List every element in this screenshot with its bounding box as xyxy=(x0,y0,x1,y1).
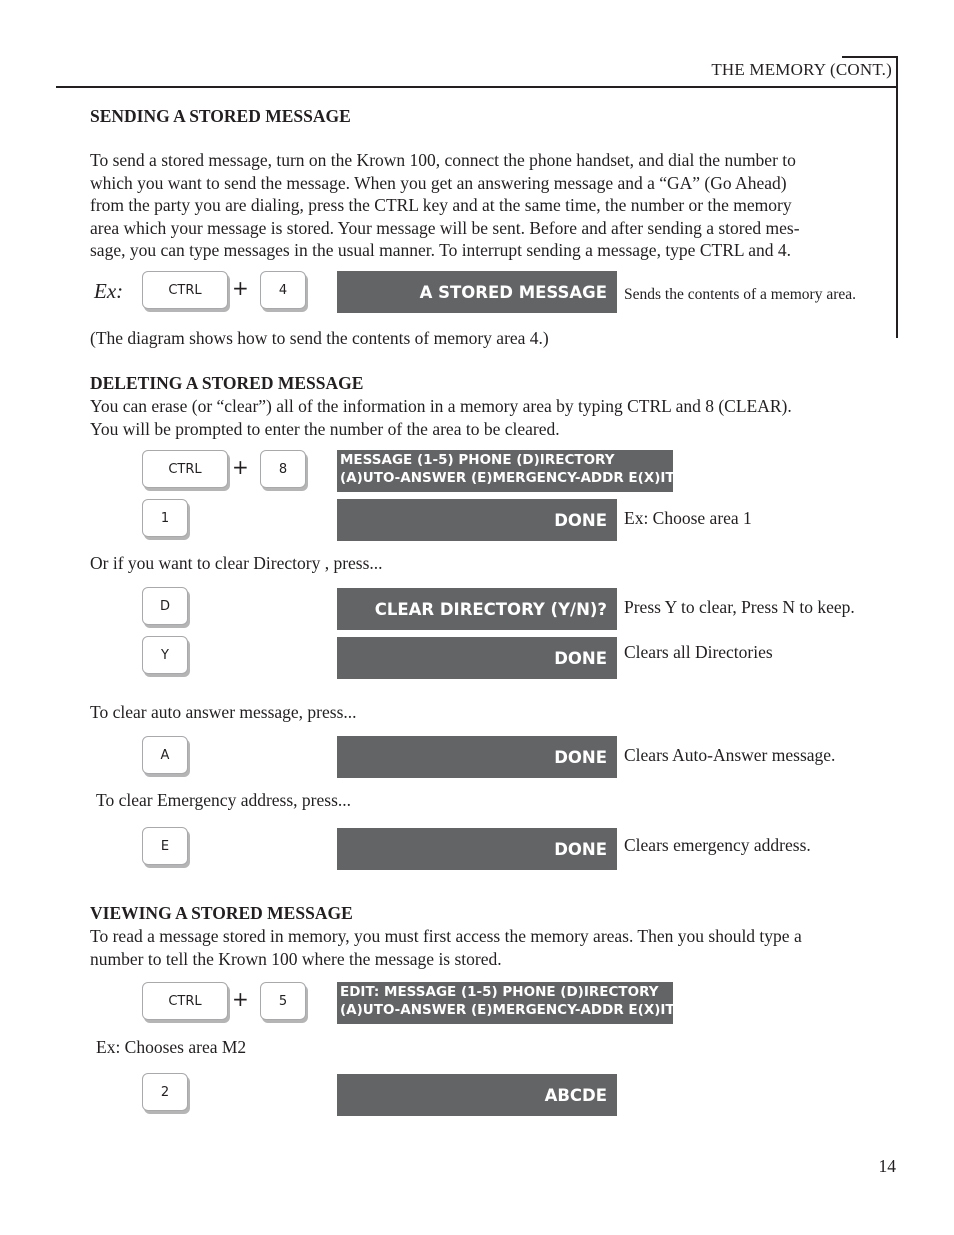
header-rule xyxy=(56,86,898,88)
viewing-heading: VIEWING A STORED MESSAGE xyxy=(90,903,353,923)
display-message: ABCDE xyxy=(337,1074,617,1116)
display-done: DONE xyxy=(337,828,617,870)
menu-line: (A)UTO-ANSWER (E)MERGENCY-ADDR E(X)IT xyxy=(340,470,675,486)
display-edit-menu xyxy=(337,982,673,1024)
emergency-intro: To clear Emergency address, press... xyxy=(96,790,352,810)
paragraph-line: To read a message stored in memory, you must first access the memory areas. Then you should type a xyxy=(90,926,802,946)
plus-sign: + xyxy=(232,276,249,300)
display-done: DONE xyxy=(337,736,617,778)
header-vertical-rule xyxy=(896,56,898,338)
display-done: DONE xyxy=(337,499,617,541)
key-e: E xyxy=(142,827,188,865)
deleting-heading: DELETING A STORED MESSAGE xyxy=(90,373,364,393)
key-4: 4 xyxy=(260,271,306,309)
auto-answer-note: Clears Auto-Answer message. xyxy=(624,745,836,765)
diagram-caption: (The diagram shows how to send the contents of memory area 4.) xyxy=(90,328,549,348)
key-a: A xyxy=(142,736,188,774)
key-2: 2 xyxy=(142,1073,188,1111)
key-d: D xyxy=(142,587,188,625)
paragraph-line: number to tell the Krown 100 where the message is stored. xyxy=(90,948,502,969)
deleting-paragraph xyxy=(90,395,882,440)
paragraph-line: which you want to send the message. When you get an answering message and a “GA” (Go Ahead) xyxy=(90,172,787,193)
paragraph-line: To send a stored message, turn on the Krown 100, connect the phone handset, and dial the number to xyxy=(90,150,796,170)
auto-answer-intro: To clear auto answer message, press... xyxy=(90,702,357,722)
section-title: THE MEMORY (CONT.) xyxy=(711,60,892,79)
ctrl-key: CTRL xyxy=(142,450,228,488)
directory-intro: Or if you want to clear Directory , press... xyxy=(90,553,383,573)
clear-directory-note: Press Y to clear, Press N to keep. xyxy=(624,597,855,617)
display-stored-message: A STORED MESSAGE xyxy=(337,271,617,313)
display-clear-directory: CLEAR DIRECTORY (Y/N)? xyxy=(337,588,617,630)
display-menu xyxy=(337,450,673,492)
key-5: 5 xyxy=(260,982,306,1020)
paragraph-line: You can erase (or “clear”) all of the information in a memory area by typing CTRL and 8 (CLEAR). xyxy=(90,396,792,416)
clears-directories-note: Clears all Directories xyxy=(624,642,773,662)
sending-paragraph xyxy=(90,149,882,262)
example-label: Ex: xyxy=(94,279,124,303)
page-number: 14 xyxy=(878,1156,896,1176)
paragraph-line: area which your message is stored. Your message will be sent. Before and after sending a stored mes- xyxy=(90,217,800,238)
paragraph-line: sage, you can type messages in the usual manner. To interrupt sending a message, type CTRL and 4. xyxy=(90,240,792,260)
ctrl-key: CTRL xyxy=(142,982,228,1020)
display-note: Sends the contents of a memory area. xyxy=(624,286,856,303)
ctrl-key: CTRL xyxy=(142,271,228,309)
plus-sign: + xyxy=(232,455,249,479)
example-text: Ex: Chooses area M2 xyxy=(96,1037,247,1057)
menu-line: (A)UTO-ANSWER (E)MERGENCY-ADDR E(X)IT xyxy=(340,1002,675,1018)
menu-line: MESSAGE (1-5) PHONE (D)IRECTORY xyxy=(340,452,615,468)
display-done: DONE xyxy=(337,637,617,679)
viewing-paragraph xyxy=(90,925,882,970)
emergency-note: Clears emergency address. xyxy=(624,835,811,855)
key-y: Y xyxy=(142,636,188,674)
key-8: 8 xyxy=(260,450,306,488)
area-note: Ex: Choose area 1 xyxy=(624,508,752,528)
key-1: 1 xyxy=(142,499,188,537)
sending-heading: SENDING A STORED MESSAGE xyxy=(90,106,351,126)
menu-line: EDIT: MESSAGE (1-5) PHONE (D)IRECTORY xyxy=(340,984,659,1000)
paragraph-line: You will be prompted to enter the number of the area to be cleared. xyxy=(90,418,560,439)
header-corner-rule xyxy=(842,56,898,58)
paragraph-line: from the party you are dialing, press the CTRL key and at the same time, the number or the memory xyxy=(90,195,792,215)
plus-sign: + xyxy=(232,987,249,1011)
